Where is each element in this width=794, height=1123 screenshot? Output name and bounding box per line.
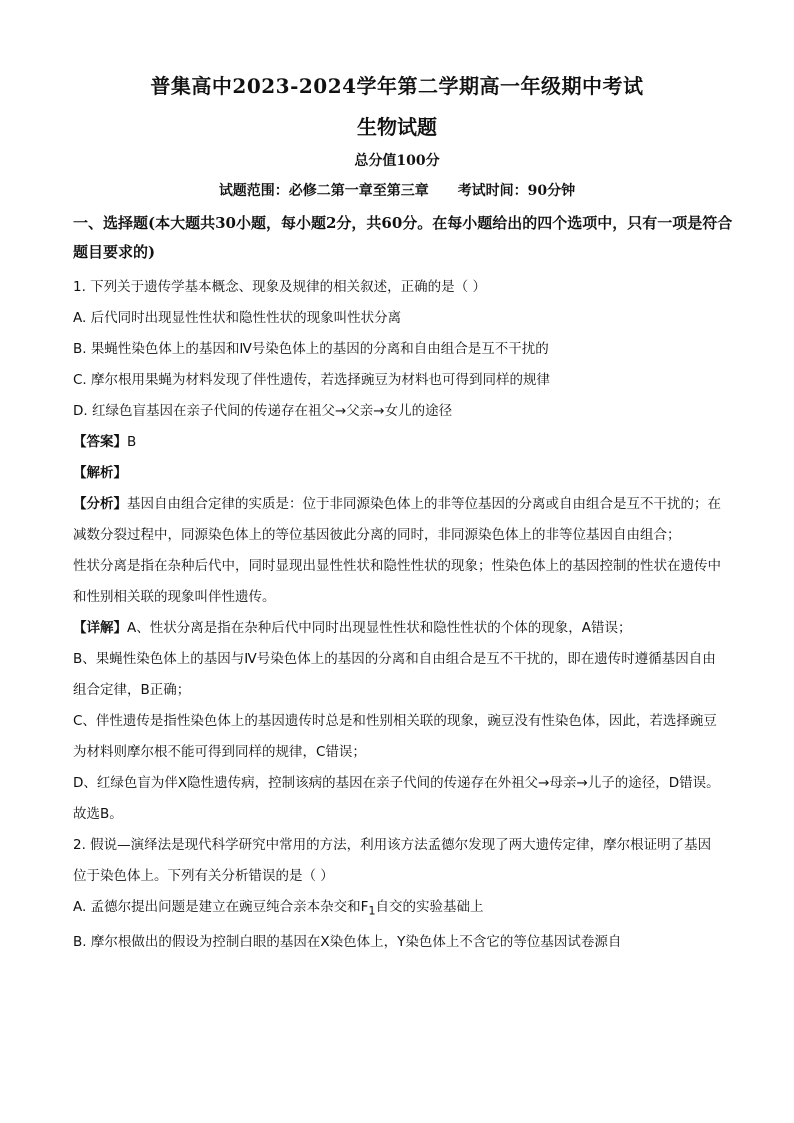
xiangjie-a-text: A、性状分离是指在杂种后代中同时出现显性性状和隐性性状的个体的现象，A错误； (127, 620, 632, 636)
answer-value: B (127, 434, 137, 450)
question-1-option-d: D. 红绿色盲基因在亲子代间的传递存在祖父→父亲→女儿的途径 (73, 403, 453, 419)
exam-scope: 试题范围：必修二第一章至第三章 (218, 183, 429, 199)
fenxi-label: 【分析】 (73, 496, 127, 512)
analysis-label: 【解析】 (73, 465, 127, 481)
question-2-option-a: A. 孟德尔提出问题是建立在豌豆纯合亲本杂交和$F_1$自交的实验基础上 (73, 899, 484, 918)
question-1-option-b: B. 果蝇性染色体上的基因和Ⅳ号染色体上的基因的分离和自由组合是互不干扰的 (73, 341, 549, 357)
subscript-1: 1 (368, 904, 376, 918)
conclusion: 故选B。 (73, 806, 123, 822)
xiangjie-label: 【详解】 (73, 620, 127, 636)
exam-time: 考试时间：90分钟 (457, 183, 576, 199)
xiangjie-a (73, 613, 721, 644)
exam-info (0, 180, 794, 200)
section-heading: 一、选择题(本大题共30小题，每小题2分，共60分。在每小题给出的四个选项中，只有一项是符合题目要求的) (73, 214, 733, 261)
xiangjie-d: D、红绿色盲为伴X隐性遗传病，控制该病的基因在亲子代间的传递存在外祖父→母亲→儿子的途径，D错误。 (73, 775, 720, 791)
answer-label: 【答案】 (73, 434, 127, 450)
total-score: 总分值100分 (354, 153, 440, 169)
exam-subject: 生物试题 (357, 115, 437, 139)
xiangjie-b: B、果蝇性染色体上的基因与Ⅳ号染色体上的基因的分离和自由组合是互不干扰的，即在遗传时遵循基因自由组合定律，B正确； (73, 651, 716, 698)
fenxi-paragraph-2: 性状分离是指在杂种后代中，同时显现出显性性状和隐性性状的现象；性染色体上的基因控制的性状在遗传中和性别相关联的现象叫伴性遗传。 (73, 558, 721, 605)
question-2-stem: 2. 假说—演绎法是现代科学研究中常用的方法，利用该方法孟德尔发现了两大遗传定律，摩尔根证明了基因位于染色体上。下列有关分析错误的是（ ） (73, 837, 712, 884)
question-body (73, 272, 721, 958)
fenxi-text: 基因自由组合定律的实质是：位于非同源染色体上的非等位基因的分离或自由组合是互不干扰的；在减数分裂过程中，同源染色体上的等位基因彼此分离的同时，非同源染色体上的非等位基因自由组合； (73, 496, 721, 543)
exam-title: 普集高中2023-2024学年第二学期高一年级期中考试 (150, 74, 644, 98)
question-1-stem: 1. 下列关于遗传学基本概念、现象及规律的相关叙述，正确的是（ ） (73, 279, 486, 295)
question-1-option-c: C. 摩尔根用果蝇为材料发现了伴性遗传，若选择豌豆为材料也可得到同样的规律 (73, 372, 551, 388)
question-1-option-a: A. 后代同时出现显性性状和隐性性状的现象叫性状分离 (73, 310, 402, 326)
answer-line (73, 427, 721, 458)
fenxi-paragraph (73, 489, 721, 551)
question-2-option-b: B. 摩尔根做出的假设为控制白眼的基因在X染色体上，Y染色体上不含它的等位基因试卷源自 (73, 933, 622, 950)
xiangjie-c: C、伴性遗传是指性染色体上的基因遗传时总是和性别相关联的现象，豌豆没有性染色体，因此，若选择豌豆为材料则摩尔根不能可得到同样的规律，C错误； (73, 713, 717, 760)
